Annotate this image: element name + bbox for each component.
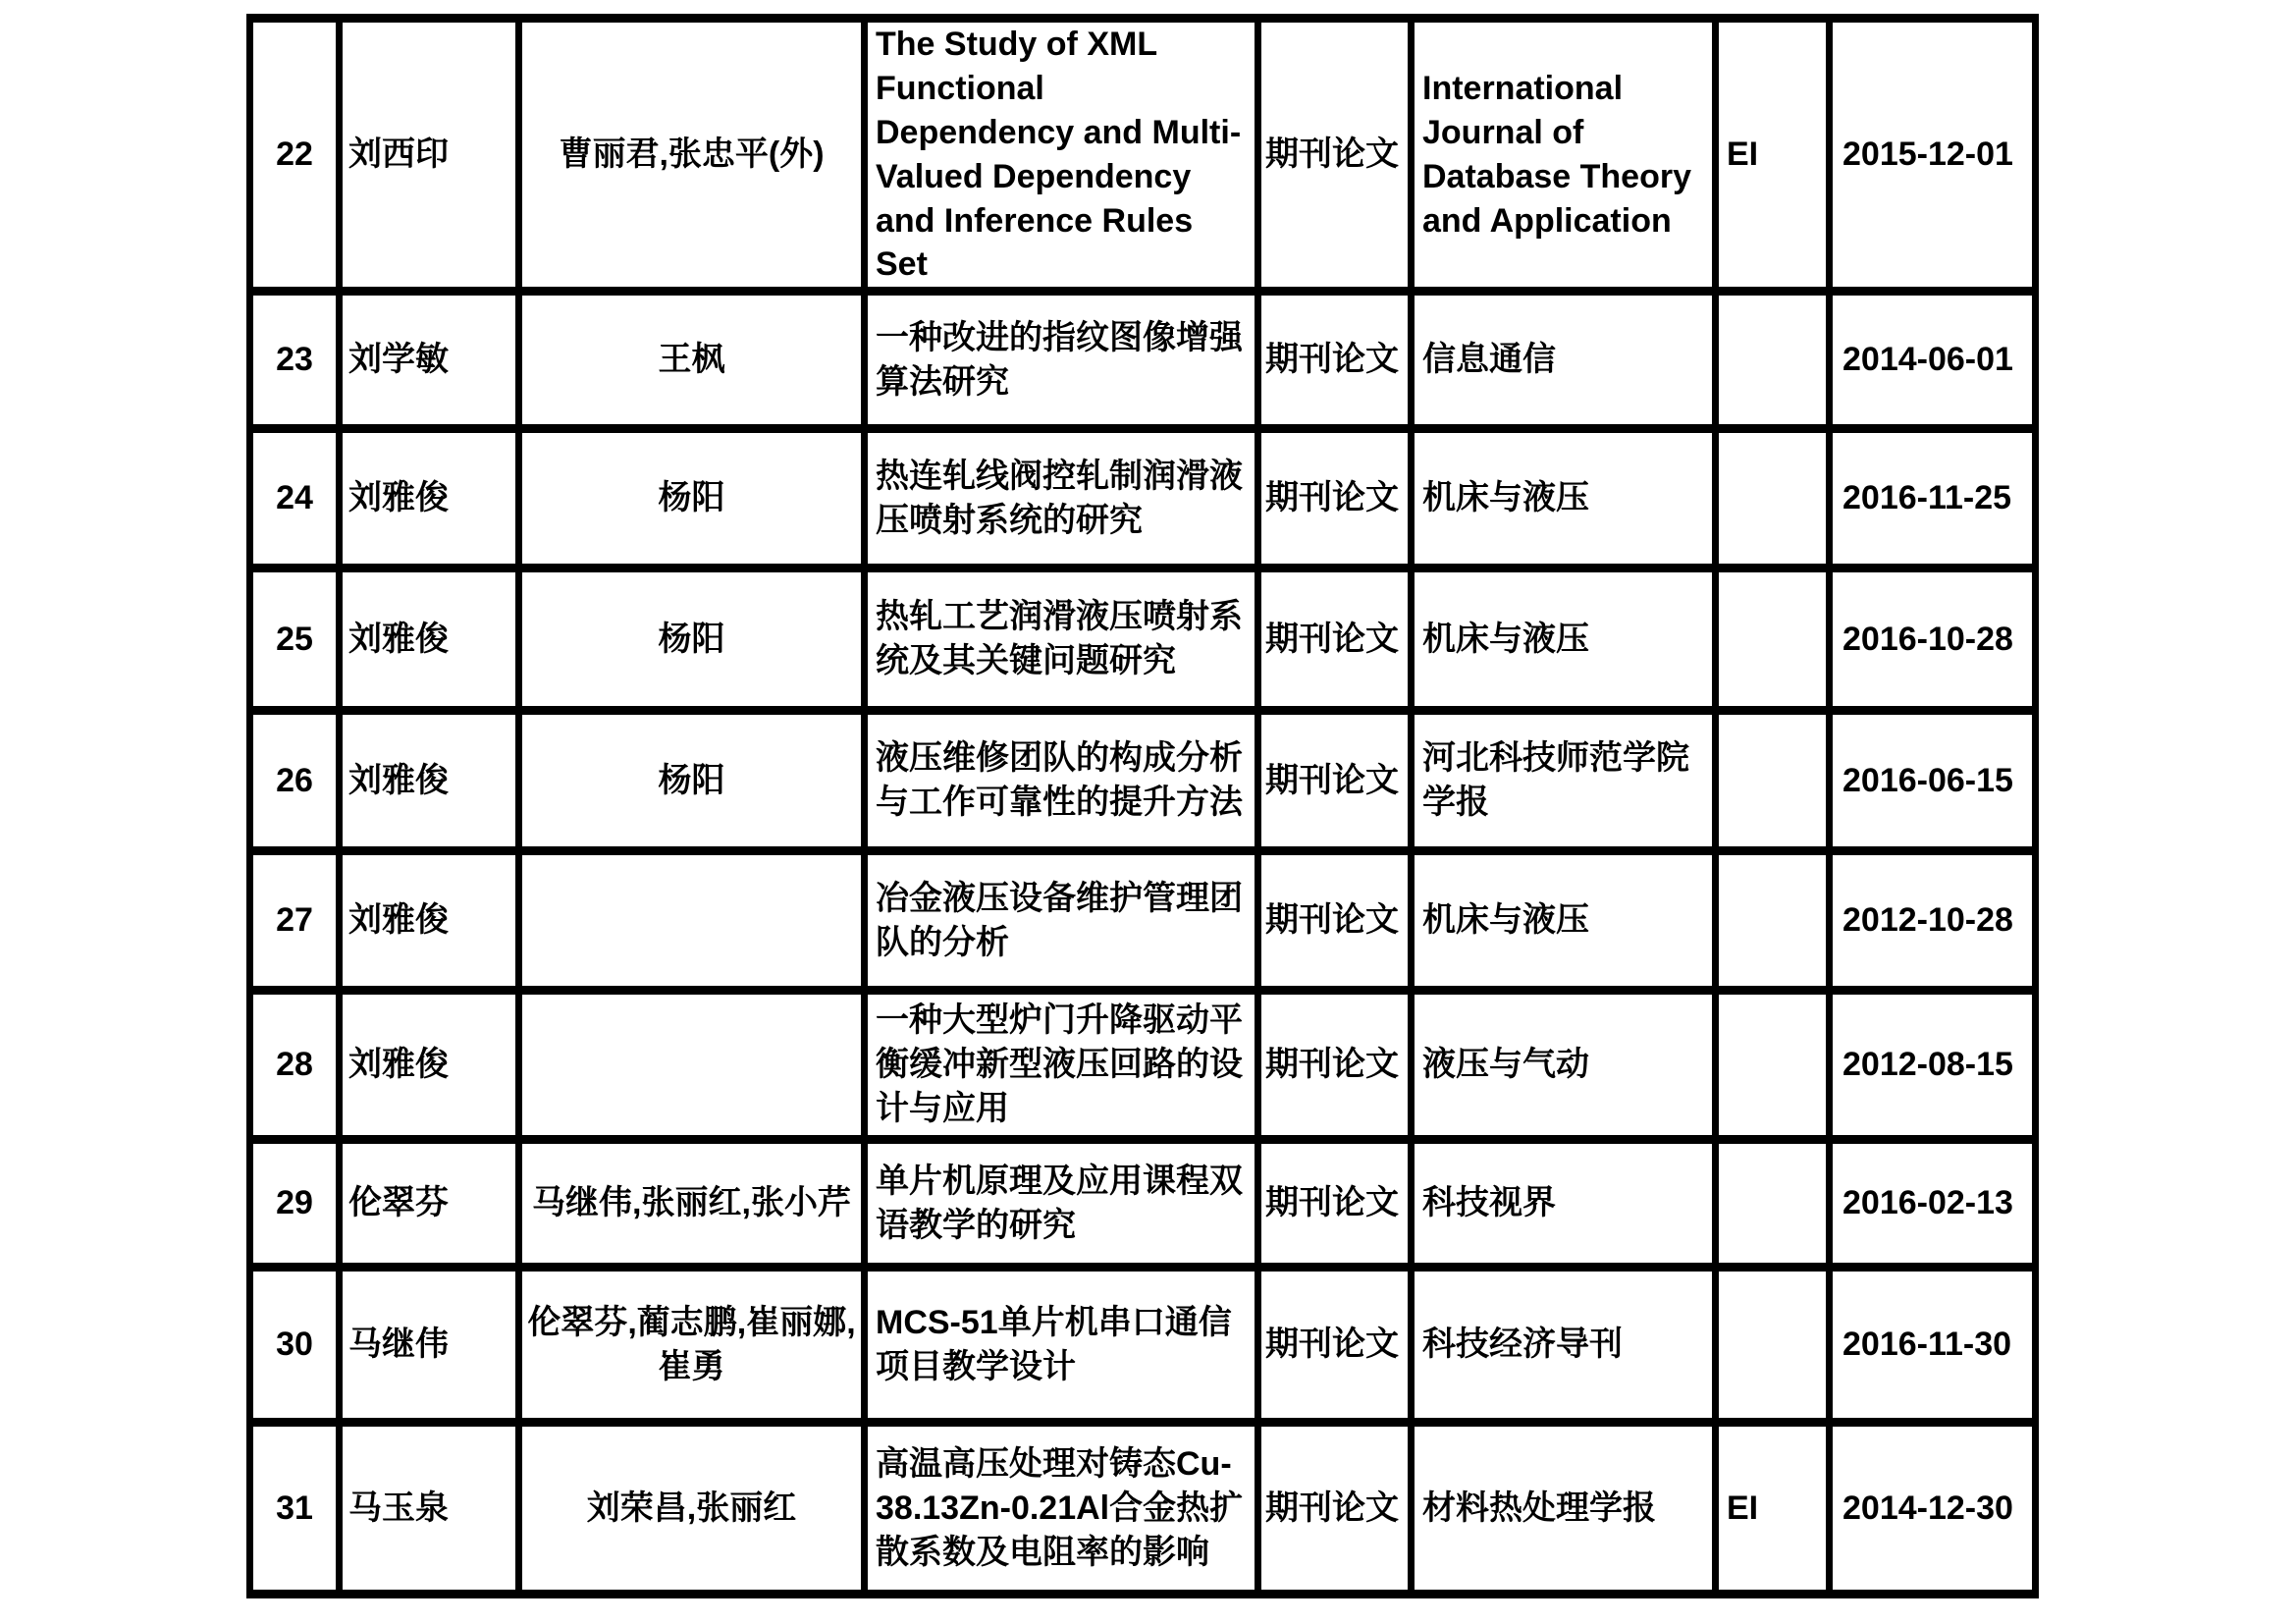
cell-date: 2012-10-28 bbox=[1830, 851, 2036, 991]
cell-no: 29 bbox=[250, 1140, 340, 1268]
cell-journal: 科技经济导刊 bbox=[1412, 1268, 1716, 1423]
cell-type: 期刊论文 bbox=[1258, 1140, 1412, 1268]
cell-journal: 机床与液压 bbox=[1412, 568, 1716, 711]
cell-index bbox=[1716, 292, 1830, 429]
cell-first-author: 刘雅俊 bbox=[340, 851, 519, 991]
publications-table bbox=[246, 14, 2039, 1598]
cell-journal: 河北科技师范学院学报 bbox=[1412, 711, 1716, 851]
cell-index bbox=[1716, 991, 1830, 1140]
table-row bbox=[250, 1268, 2036, 1423]
cell-co-authors: 马继伟,张丽红,张小芹 bbox=[519, 1140, 865, 1268]
cell-type: 期刊论文 bbox=[1258, 851, 1412, 991]
cell-type: 期刊论文 bbox=[1258, 1268, 1412, 1423]
table-row bbox=[250, 1423, 2036, 1595]
cell-type: 期刊论文 bbox=[1258, 429, 1412, 568]
cell-title: 一种改进的指纹图像增强算法研究 bbox=[865, 292, 1258, 429]
cell-journal: 液压与气动 bbox=[1412, 991, 1716, 1140]
table-row bbox=[250, 292, 2036, 429]
cell-title: 一种大型炉门升降驱动平衡缓冲新型液压回路的设计与应用 bbox=[865, 991, 1258, 1140]
cell-first-author: 刘雅俊 bbox=[340, 429, 519, 568]
cell-no: 28 bbox=[250, 991, 340, 1140]
cell-date: 2014-06-01 bbox=[1830, 292, 2036, 429]
cell-no: 26 bbox=[250, 711, 340, 851]
cell-index bbox=[1716, 429, 1830, 568]
cell-type: 期刊论文 bbox=[1258, 19, 1412, 292]
cell-title: 热轧工艺润滑液压喷射系统及其关键问题研究 bbox=[865, 568, 1258, 711]
cell-date: 2016-06-15 bbox=[1830, 711, 2036, 851]
cell-no: 24 bbox=[250, 429, 340, 568]
cell-date: 2014-12-30 bbox=[1830, 1423, 2036, 1595]
cell-type: 期刊论文 bbox=[1258, 568, 1412, 711]
cell-index bbox=[1716, 568, 1830, 711]
cell-co-authors: 伦翠芬,蔺志鹏,崔丽娜,崔勇 bbox=[519, 1268, 865, 1423]
cell-journal: 机床与液压 bbox=[1412, 851, 1716, 991]
cell-journal: 材料热处理学报 bbox=[1412, 1423, 1716, 1595]
cell-first-author: 刘雅俊 bbox=[340, 991, 519, 1140]
cell-index: EI bbox=[1716, 19, 1830, 292]
cell-journal: 科技视界 bbox=[1412, 1140, 1716, 1268]
cell-title: 热连轧线阀控轧制润滑液压喷射系统的研究 bbox=[865, 429, 1258, 568]
cell-type: 期刊论文 bbox=[1258, 1423, 1412, 1595]
cell-title: 单片机原理及应用课程双语教学的研究 bbox=[865, 1140, 1258, 1268]
cell-journal: 信息通信 bbox=[1412, 292, 1716, 429]
table-row bbox=[250, 429, 2036, 568]
cell-index bbox=[1716, 1268, 1830, 1423]
cell-co-authors: 杨阳 bbox=[519, 711, 865, 851]
cell-co-authors bbox=[519, 991, 865, 1140]
cell-first-author: 马玉泉 bbox=[340, 1423, 519, 1595]
cell-date: 2012-08-15 bbox=[1830, 991, 2036, 1140]
table-row bbox=[250, 568, 2036, 711]
cell-date: 2015-12-01 bbox=[1830, 19, 2036, 292]
cell-co-authors: 曹丽君,张忠平(外) bbox=[519, 19, 865, 292]
table-row bbox=[250, 19, 2036, 292]
cell-co-authors: 王枫 bbox=[519, 292, 865, 429]
cell-no: 27 bbox=[250, 851, 340, 991]
cell-first-author: 马继伟 bbox=[340, 1268, 519, 1423]
cell-title: The Study of XML Functional Dependency and Multi-Valued Dependency and Inference Rules Set bbox=[865, 19, 1258, 292]
cell-date: 2016-11-30 bbox=[1830, 1268, 2036, 1423]
cell-index bbox=[1716, 711, 1830, 851]
cell-date: 2016-10-28 bbox=[1830, 568, 2036, 711]
cell-first-author: 伦翠芬 bbox=[340, 1140, 519, 1268]
cell-first-author: 刘西印 bbox=[340, 19, 519, 292]
cell-index bbox=[1716, 851, 1830, 991]
cell-type: 期刊论文 bbox=[1258, 991, 1412, 1140]
cell-first-author: 刘学敏 bbox=[340, 292, 519, 429]
publications-table-body bbox=[250, 19, 2036, 1595]
table-row bbox=[250, 851, 2036, 991]
cell-index: EI bbox=[1716, 1423, 1830, 1595]
cell-co-authors bbox=[519, 851, 865, 991]
cell-title: MCS-51单片机串口通信项目教学设计 bbox=[865, 1268, 1258, 1423]
cell-title: 冶金液压设备维护管理团队的分析 bbox=[865, 851, 1258, 991]
cell-title: 液压维修团队的构成分析与工作可靠性的提升方法 bbox=[865, 711, 1258, 851]
cell-co-authors: 杨阳 bbox=[519, 568, 865, 711]
cell-index bbox=[1716, 1140, 1830, 1268]
table-row bbox=[250, 711, 2036, 851]
cell-journal: 机床与液压 bbox=[1412, 429, 1716, 568]
cell-type: 期刊论文 bbox=[1258, 292, 1412, 429]
cell-journal: International Journal of Database Theory and Application bbox=[1412, 19, 1716, 292]
cell-first-author: 刘雅俊 bbox=[340, 568, 519, 711]
cell-title: 高温高压处理对铸态Cu-38.13Zn-0.21Al合金热扩散系数及电阻率的影响 bbox=[865, 1423, 1258, 1595]
cell-no: 30 bbox=[250, 1268, 340, 1423]
cell-no: 22 bbox=[250, 19, 340, 292]
table-row bbox=[250, 991, 2036, 1140]
cell-co-authors: 杨阳 bbox=[519, 429, 865, 568]
cell-date: 2016-02-13 bbox=[1830, 1140, 2036, 1268]
cell-no: 23 bbox=[250, 292, 340, 429]
publications-table-container bbox=[246, 14, 2039, 1598]
cell-no: 25 bbox=[250, 568, 340, 711]
cell-type: 期刊论文 bbox=[1258, 711, 1412, 851]
table-row bbox=[250, 1140, 2036, 1268]
cell-date: 2016-11-25 bbox=[1830, 429, 2036, 568]
cell-co-authors: 刘荣昌,张丽红 bbox=[519, 1423, 865, 1595]
cell-no: 31 bbox=[250, 1423, 340, 1595]
cell-first-author: 刘雅俊 bbox=[340, 711, 519, 851]
